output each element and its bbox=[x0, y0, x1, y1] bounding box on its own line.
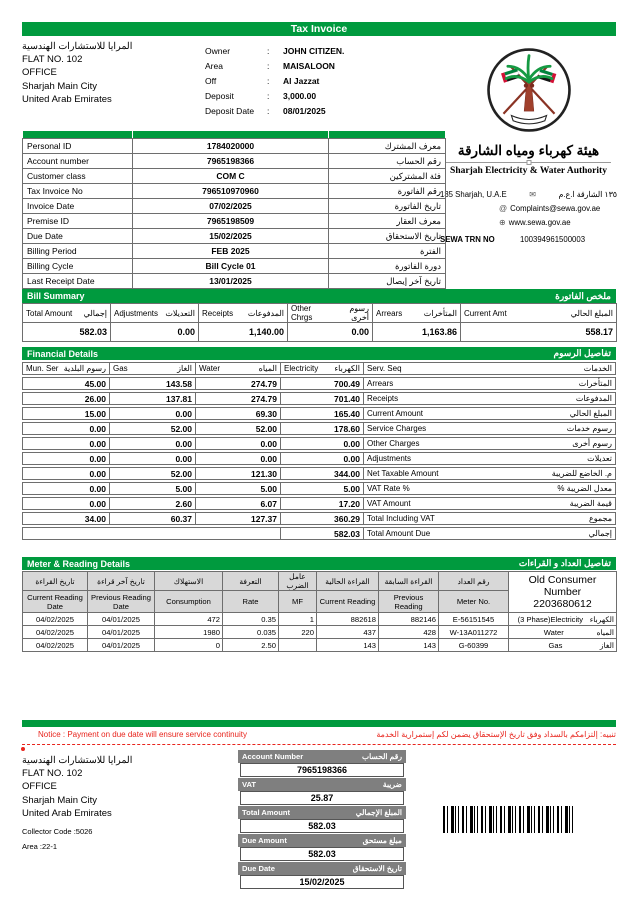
financial-row bbox=[22, 482, 616, 495]
summary-value: 558.17 bbox=[461, 323, 617, 342]
area-code: Area :22-1 bbox=[22, 842, 58, 852]
field-value: 7965198366 bbox=[133, 154, 329, 169]
address-line: FLAT NO. 102 bbox=[22, 768, 83, 780]
account-details-table bbox=[22, 130, 446, 289]
field-label-arabic: فئة المشتركين bbox=[329, 169, 446, 184]
rate: 0.35 bbox=[223, 613, 279, 626]
financial-row bbox=[22, 467, 616, 480]
section-title-arabic: ملخص الفاتورة bbox=[555, 290, 611, 301]
stub-field-header: Total Amount المبلغ الإجمالي bbox=[238, 806, 406, 819]
owner-label: Owner bbox=[205, 45, 231, 56]
separator: : bbox=[267, 105, 270, 116]
field-label: Billing Cycle bbox=[23, 259, 133, 274]
field-value: COM C bbox=[133, 169, 329, 184]
amount-electricity: 5.00 bbox=[280, 482, 364, 495]
previous-reading: 428 bbox=[379, 626, 439, 639]
field-value: 7965198509 bbox=[133, 214, 329, 229]
column-header: Adjustments التعديلات bbox=[114, 308, 195, 318]
column-header-arabic: القراءة الحالية bbox=[317, 572, 379, 591]
consumption: 472 bbox=[155, 613, 223, 626]
amount-mun: 0.00 bbox=[22, 452, 110, 465]
column-header: Rate bbox=[223, 591, 279, 613]
total-amount-due-value: 582.03 bbox=[280, 527, 364, 540]
meter-row bbox=[23, 626, 617, 639]
column-header-arabic: رقم العداد bbox=[439, 572, 509, 591]
owner-row bbox=[205, 103, 435, 118]
sewa-logo bbox=[485, 46, 573, 134]
field-label: Premise ID bbox=[23, 214, 133, 229]
row-label: Arrears المتأخرات bbox=[363, 377, 616, 390]
amount-water: 127.37 bbox=[195, 512, 281, 525]
amount-mun: 0.00 bbox=[22, 467, 110, 480]
old-consumer-number-box bbox=[509, 572, 617, 613]
amount-electricity: 701.40 bbox=[280, 392, 364, 405]
amount-electricity: 0.00 bbox=[280, 437, 364, 450]
current-reading: 437 bbox=[317, 626, 379, 639]
amount-water: 274.79 bbox=[195, 392, 281, 405]
column-header: Gas الغاز bbox=[109, 362, 196, 375]
amount-gas: 2.60 bbox=[109, 497, 196, 510]
amount-water: 121.30 bbox=[195, 467, 281, 480]
field-value: 13/01/2025 bbox=[133, 274, 329, 289]
column-header-arabic: التعرفة bbox=[223, 572, 279, 591]
bill-summary-header bbox=[22, 289, 616, 303]
previous-reading: 882146 bbox=[379, 613, 439, 626]
field-value: 15/02/2025 bbox=[133, 229, 329, 244]
table-row bbox=[23, 184, 446, 199]
field-value: 1784020000 bbox=[133, 139, 329, 154]
authority-block bbox=[440, 46, 617, 246]
amount-water: 0.00 bbox=[195, 452, 281, 465]
financial-row bbox=[22, 407, 616, 420]
notice-row bbox=[22, 730, 616, 739]
amount-mun: 15.00 bbox=[22, 407, 110, 420]
field-label: Due Date bbox=[23, 229, 133, 244]
authority-contact-block bbox=[440, 187, 617, 246]
financial-details-section bbox=[22, 347, 616, 542]
column-header: Other Chrgs رسوم أخرى bbox=[291, 304, 369, 322]
owner-value: Al Jazzat bbox=[283, 75, 320, 86]
row-label: Adjustments تعديلات bbox=[363, 452, 616, 465]
tear-line bbox=[22, 744, 616, 745]
owner-row bbox=[205, 58, 435, 73]
amount-water: 6.07 bbox=[195, 497, 281, 510]
field-label: Billing Period bbox=[23, 244, 133, 259]
meter-reading-section bbox=[22, 557, 616, 652]
column-header-arabic: تاريخ القراءة bbox=[23, 572, 88, 591]
field-label-arabic: رقم الحساب bbox=[329, 154, 446, 169]
section-title: Bill Summary bbox=[27, 291, 85, 301]
owner-label: Area bbox=[205, 60, 223, 71]
multiplying-factor bbox=[279, 639, 317, 652]
field-label-arabic: تاريخ آخر إيصال bbox=[329, 274, 446, 289]
amount-gas: 52.00 bbox=[109, 422, 196, 435]
at-icon: @ bbox=[499, 203, 508, 213]
current-reading-date: 04/02/2025 bbox=[23, 626, 88, 639]
owner-label: Off bbox=[205, 75, 217, 86]
field-label-arabic: رقم الفاتورة bbox=[329, 184, 446, 199]
owner-value: JOHN CITIZEN. bbox=[283, 45, 345, 56]
current-reading-date: 04/02/2025 bbox=[23, 613, 88, 626]
stub-field-value: 582.03 bbox=[240, 847, 404, 861]
authority-address-ar: ١٣٥ الشارقة ا.ع.م bbox=[558, 189, 617, 199]
authority-website: www.sewa.gov.ae bbox=[508, 217, 571, 227]
address-line: Sharjah Main City bbox=[22, 794, 97, 806]
barcode bbox=[443, 806, 573, 833]
amount-gas: 143.58 bbox=[109, 377, 196, 390]
bill-summary-values bbox=[23, 323, 617, 342]
stub-field-header: Due Amount مبلغ مستحق bbox=[238, 834, 406, 847]
row-label: Total Including VAT مجموع bbox=[363, 512, 616, 525]
address-line: Sharjah Main City bbox=[22, 80, 97, 92]
address-line: United Arab Emirates bbox=[22, 93, 112, 105]
financial-row bbox=[22, 377, 616, 390]
stub-field bbox=[238, 862, 406, 889]
financial-row bbox=[22, 392, 616, 405]
meter-row bbox=[23, 613, 617, 626]
column-header: Current Reading Date bbox=[23, 591, 88, 613]
field-label-arabic: تاريخ الاستحقاق bbox=[329, 229, 446, 244]
address-line: OFFICE bbox=[22, 67, 57, 79]
column-header-arabic: عامل الضرب bbox=[279, 572, 317, 591]
current-reading-date: 04/02/2025 bbox=[23, 639, 88, 652]
column-header: MF bbox=[279, 591, 317, 613]
field-label-arabic: معرف العقار bbox=[329, 214, 446, 229]
meter-number: E-56151545 bbox=[439, 613, 509, 626]
meter-section-header bbox=[22, 557, 616, 570]
field-label: Customer class bbox=[23, 169, 133, 184]
address-line: OFFICE bbox=[22, 781, 57, 793]
authority-email-row bbox=[440, 201, 617, 215]
envelope-icon: ✉ bbox=[529, 189, 536, 199]
current-reading: 143 bbox=[317, 639, 379, 652]
stub-field-value: 25.87 bbox=[240, 791, 404, 805]
old-consumer-value: 2203680612 bbox=[533, 598, 592, 610]
column-header: Mun. Ser رسوم البلدية bbox=[22, 362, 110, 375]
amount-electricity: 165.40 bbox=[280, 407, 364, 420]
summary-value: 0.00 bbox=[288, 323, 373, 342]
table-row bbox=[23, 259, 446, 274]
amount-electricity: 0.00 bbox=[280, 452, 364, 465]
multiplying-factor: 1 bbox=[279, 613, 317, 626]
field-label: Account number bbox=[23, 154, 133, 169]
row-label: Service Charges رسوم خدمات bbox=[363, 422, 616, 435]
column-header: Consumption bbox=[155, 591, 223, 613]
customer-address-block bbox=[22, 40, 132, 106]
financial-column-headers bbox=[22, 362, 616, 375]
amount-gas: 5.00 bbox=[109, 482, 196, 495]
amount-electricity: 178.60 bbox=[280, 422, 364, 435]
stub-field bbox=[238, 750, 406, 777]
row-label: VAT Amount قيمة الضريبة bbox=[363, 497, 616, 510]
previous-reading-date: 04/01/2025 bbox=[88, 613, 155, 626]
stub-field-value: 7965198366 bbox=[240, 763, 404, 777]
field-label: Last Receipt Date bbox=[23, 274, 133, 289]
divider bbox=[446, 162, 611, 163]
field-label: Personal ID bbox=[23, 139, 133, 154]
amount-gas: 137.81 bbox=[109, 392, 196, 405]
amount-mun: 26.00 bbox=[22, 392, 110, 405]
bill-summary-column-headers bbox=[23, 304, 617, 323]
row-label: VAT Rate % معدل الضريبة % bbox=[363, 482, 616, 495]
rate: 2.50 bbox=[223, 639, 279, 652]
owner-value: 08/01/2025 bbox=[283, 105, 326, 116]
financial-row bbox=[22, 452, 616, 465]
collector-code: Collector Code :5026 bbox=[22, 827, 93, 837]
service-name: Water المياه bbox=[543, 627, 614, 637]
table-row bbox=[23, 199, 446, 214]
consumption: 1980 bbox=[155, 626, 223, 639]
payment-stub-address-block bbox=[22, 754, 132, 853]
amount-gas: 0.00 bbox=[109, 407, 196, 420]
table-row bbox=[23, 274, 446, 289]
old-consumer-label: Old Consumer Number bbox=[528, 574, 597, 598]
financial-row bbox=[22, 497, 616, 510]
amount-electricity: 17.20 bbox=[280, 497, 364, 510]
field-value: 07/02/2025 bbox=[133, 199, 329, 214]
amount-mun: 45.00 bbox=[22, 377, 110, 390]
meter-header-arabic-row bbox=[23, 572, 617, 591]
amount-mun: 0.00 bbox=[22, 482, 110, 495]
field-label: Invoice Date bbox=[23, 199, 133, 214]
row-label: Net Taxable Amount م. الخاضع للضريبة bbox=[363, 467, 616, 480]
column-header: Current Amt المبلغ الحالي bbox=[464, 308, 613, 318]
amount-gas: 52.00 bbox=[109, 467, 196, 480]
authority-trn-row bbox=[440, 232, 617, 246]
table-header-row bbox=[23, 131, 446, 139]
row-label: Current Amount المبلغ الحالي bbox=[363, 407, 616, 420]
column-header: Water المياه bbox=[195, 362, 281, 375]
authority-name-arabic: هيئة كهرباء ومياه الشارقة bbox=[457, 143, 600, 158]
field-value: Bill Cycle 01 bbox=[133, 259, 329, 274]
section-title-arabic: تفاصيل الرسوم bbox=[553, 348, 611, 358]
amount-gas: 0.00 bbox=[109, 452, 196, 465]
table-row bbox=[23, 214, 446, 229]
meter-number: W-13A011272 bbox=[439, 626, 509, 639]
column-header-arabic: تاريخ آخر قراءة bbox=[88, 572, 155, 591]
authority-address-en: 135 Sharjah, U.A.E bbox=[440, 189, 507, 199]
financial-row bbox=[22, 437, 616, 450]
previous-reading-date: 04/01/2025 bbox=[88, 639, 155, 652]
summary-value: 1,163.86 bbox=[373, 323, 461, 342]
column-header: Serv. Seq الخدمات bbox=[363, 362, 616, 375]
meter-number: G-60399 bbox=[439, 639, 509, 652]
stub-field bbox=[238, 834, 406, 861]
column-header-arabic: القراءة السابقة bbox=[379, 572, 439, 591]
previous-reading: 143 bbox=[379, 639, 439, 652]
trn-label: SEWA TRN NO bbox=[440, 234, 495, 244]
column-header: Arrears المتأخرات bbox=[376, 308, 457, 318]
field-value: FEB 2025 bbox=[133, 244, 329, 259]
trn-value: 100394961500003 bbox=[520, 234, 586, 244]
stub-field-header: Due Date تاريخ الاستحقاق bbox=[238, 862, 406, 875]
amount-electricity: 360.29 bbox=[280, 512, 364, 525]
row-label: Other Charges رسوم أخرى bbox=[363, 437, 616, 450]
stub-field-header: Account Number رقم الحساب bbox=[238, 750, 406, 763]
summary-value: 1,140.00 bbox=[199, 323, 288, 342]
column-header-arabic: الاستهلاك bbox=[155, 572, 223, 591]
field-label-arabic: الفترة bbox=[329, 244, 446, 259]
summary-value: 582.03 bbox=[23, 323, 111, 342]
notice-text-ar: تنبيه: إلتزامكم بالسداد وفق تاريخ الإستحقاق يضمن لكم إستمرارية الخدمة bbox=[376, 730, 616, 739]
amount-water: 52.00 bbox=[195, 422, 281, 435]
page-title: Tax Invoice bbox=[22, 22, 616, 36]
column-header: Meter No. bbox=[439, 591, 509, 613]
amount-gas: 60.37 bbox=[109, 512, 196, 525]
row-label: Receipts المدفوعات bbox=[363, 392, 616, 405]
amount-water: 0.00 bbox=[195, 437, 281, 450]
owner-label: Deposit Date bbox=[205, 105, 255, 116]
financial-total-row bbox=[22, 527, 616, 540]
current-reading: 882618 bbox=[317, 613, 379, 626]
owner-row bbox=[205, 73, 435, 88]
owner-value: MAISALOON bbox=[283, 60, 335, 71]
financial-details-header bbox=[22, 347, 616, 360]
stub-field bbox=[238, 806, 406, 833]
previous-reading-date: 04/01/2025 bbox=[88, 626, 155, 639]
table-row bbox=[23, 244, 446, 259]
field-label-arabic: تاريخ الفاتورة bbox=[329, 199, 446, 214]
column-header: Receipts المدفوعات bbox=[202, 308, 284, 318]
financial-row bbox=[22, 422, 616, 435]
amount-mun: 0.00 bbox=[22, 497, 110, 510]
separator: : bbox=[267, 75, 270, 86]
customer-name-arabic: المرايا للاستشارات الهندسية bbox=[22, 41, 133, 52]
service-name: Gas الغاز bbox=[548, 640, 614, 650]
separator: : bbox=[267, 45, 270, 56]
separator-bar bbox=[22, 720, 616, 727]
owner-row bbox=[205, 43, 435, 58]
authority-email: Complaints@sewa.gov.ae bbox=[510, 203, 601, 213]
customer-name-arabic: المرايا للاستشارات الهندسية bbox=[22, 755, 133, 766]
amount-electricity: 700.49 bbox=[280, 377, 364, 390]
stub-field bbox=[238, 778, 406, 805]
separator: : bbox=[267, 60, 270, 71]
address-line: FLAT NO. 102 bbox=[22, 54, 83, 66]
service-name: (3 Phase)Electricity الكهرباء bbox=[517, 614, 614, 624]
owner-details-block bbox=[205, 43, 435, 118]
table-row bbox=[23, 154, 446, 169]
rate: 0.035 bbox=[223, 626, 279, 639]
amount-electricity: 344.00 bbox=[280, 467, 364, 480]
bill-summary-section bbox=[22, 289, 616, 342]
meter-row bbox=[23, 639, 617, 652]
amount-water: 69.30 bbox=[195, 407, 281, 420]
globe-icon: ⊕ bbox=[499, 217, 506, 227]
amount-mun: 0.00 bbox=[22, 437, 110, 450]
table-row bbox=[23, 229, 446, 244]
owner-value: 3,000.00 bbox=[283, 90, 317, 101]
amount-water: 274.79 bbox=[195, 377, 281, 390]
owner-row bbox=[205, 88, 435, 103]
payment-stub bbox=[238, 750, 406, 890]
field-label-arabic: معرف المشترك bbox=[329, 139, 446, 154]
stub-field-value: 582.03 bbox=[240, 819, 404, 833]
notice-text-en: Notice : Payment on due date will ensure service continuity bbox=[38, 730, 247, 739]
section-title: Meter & Reading Details bbox=[27, 558, 131, 569]
column-header: Electricity الكهرباء bbox=[280, 362, 364, 375]
amount-water: 5.00 bbox=[195, 482, 281, 495]
multiplying-factor: 220 bbox=[279, 626, 317, 639]
owner-label: Deposit bbox=[205, 90, 234, 101]
authority-name-english: Sharjah Electricity & Water Authority bbox=[450, 166, 607, 176]
separator: : bbox=[267, 90, 270, 101]
authority-address-row bbox=[440, 187, 617, 201]
financial-row bbox=[22, 512, 616, 525]
section-title: Financial Details bbox=[27, 348, 99, 359]
amount-mun: 0.00 bbox=[22, 422, 110, 435]
empty-cell bbox=[22, 527, 281, 540]
stub-field-header: VAT ضريبة bbox=[238, 778, 406, 791]
amount-gas: 0.00 bbox=[109, 437, 196, 450]
tear-line-dot bbox=[21, 747, 25, 751]
amount-mun: 34.00 bbox=[22, 512, 110, 525]
column-header: Total Amount إجمالي bbox=[26, 308, 107, 318]
authority-website-row bbox=[440, 215, 617, 229]
column-header: Current Reading bbox=[317, 591, 379, 613]
column-header: Previous Reading Date bbox=[88, 591, 155, 613]
table-row bbox=[23, 139, 446, 154]
address-line: United Arab Emirates bbox=[22, 807, 112, 819]
column-header: Previous Reading bbox=[379, 591, 439, 613]
section-title-arabic: تفاصيل العداد و القراءات bbox=[518, 558, 611, 568]
summary-value: 0.00 bbox=[111, 323, 199, 342]
row-label: Total Amount Due إجمالي bbox=[363, 527, 616, 540]
field-label-arabic: دورة الفاتورة bbox=[329, 259, 446, 274]
consumption: 0 bbox=[155, 639, 223, 652]
field-label: Tax Invoice No bbox=[23, 184, 133, 199]
table-row bbox=[23, 169, 446, 184]
stub-field-value: 15/02/2025 bbox=[240, 875, 404, 889]
field-value: 796510970960 bbox=[133, 184, 329, 199]
